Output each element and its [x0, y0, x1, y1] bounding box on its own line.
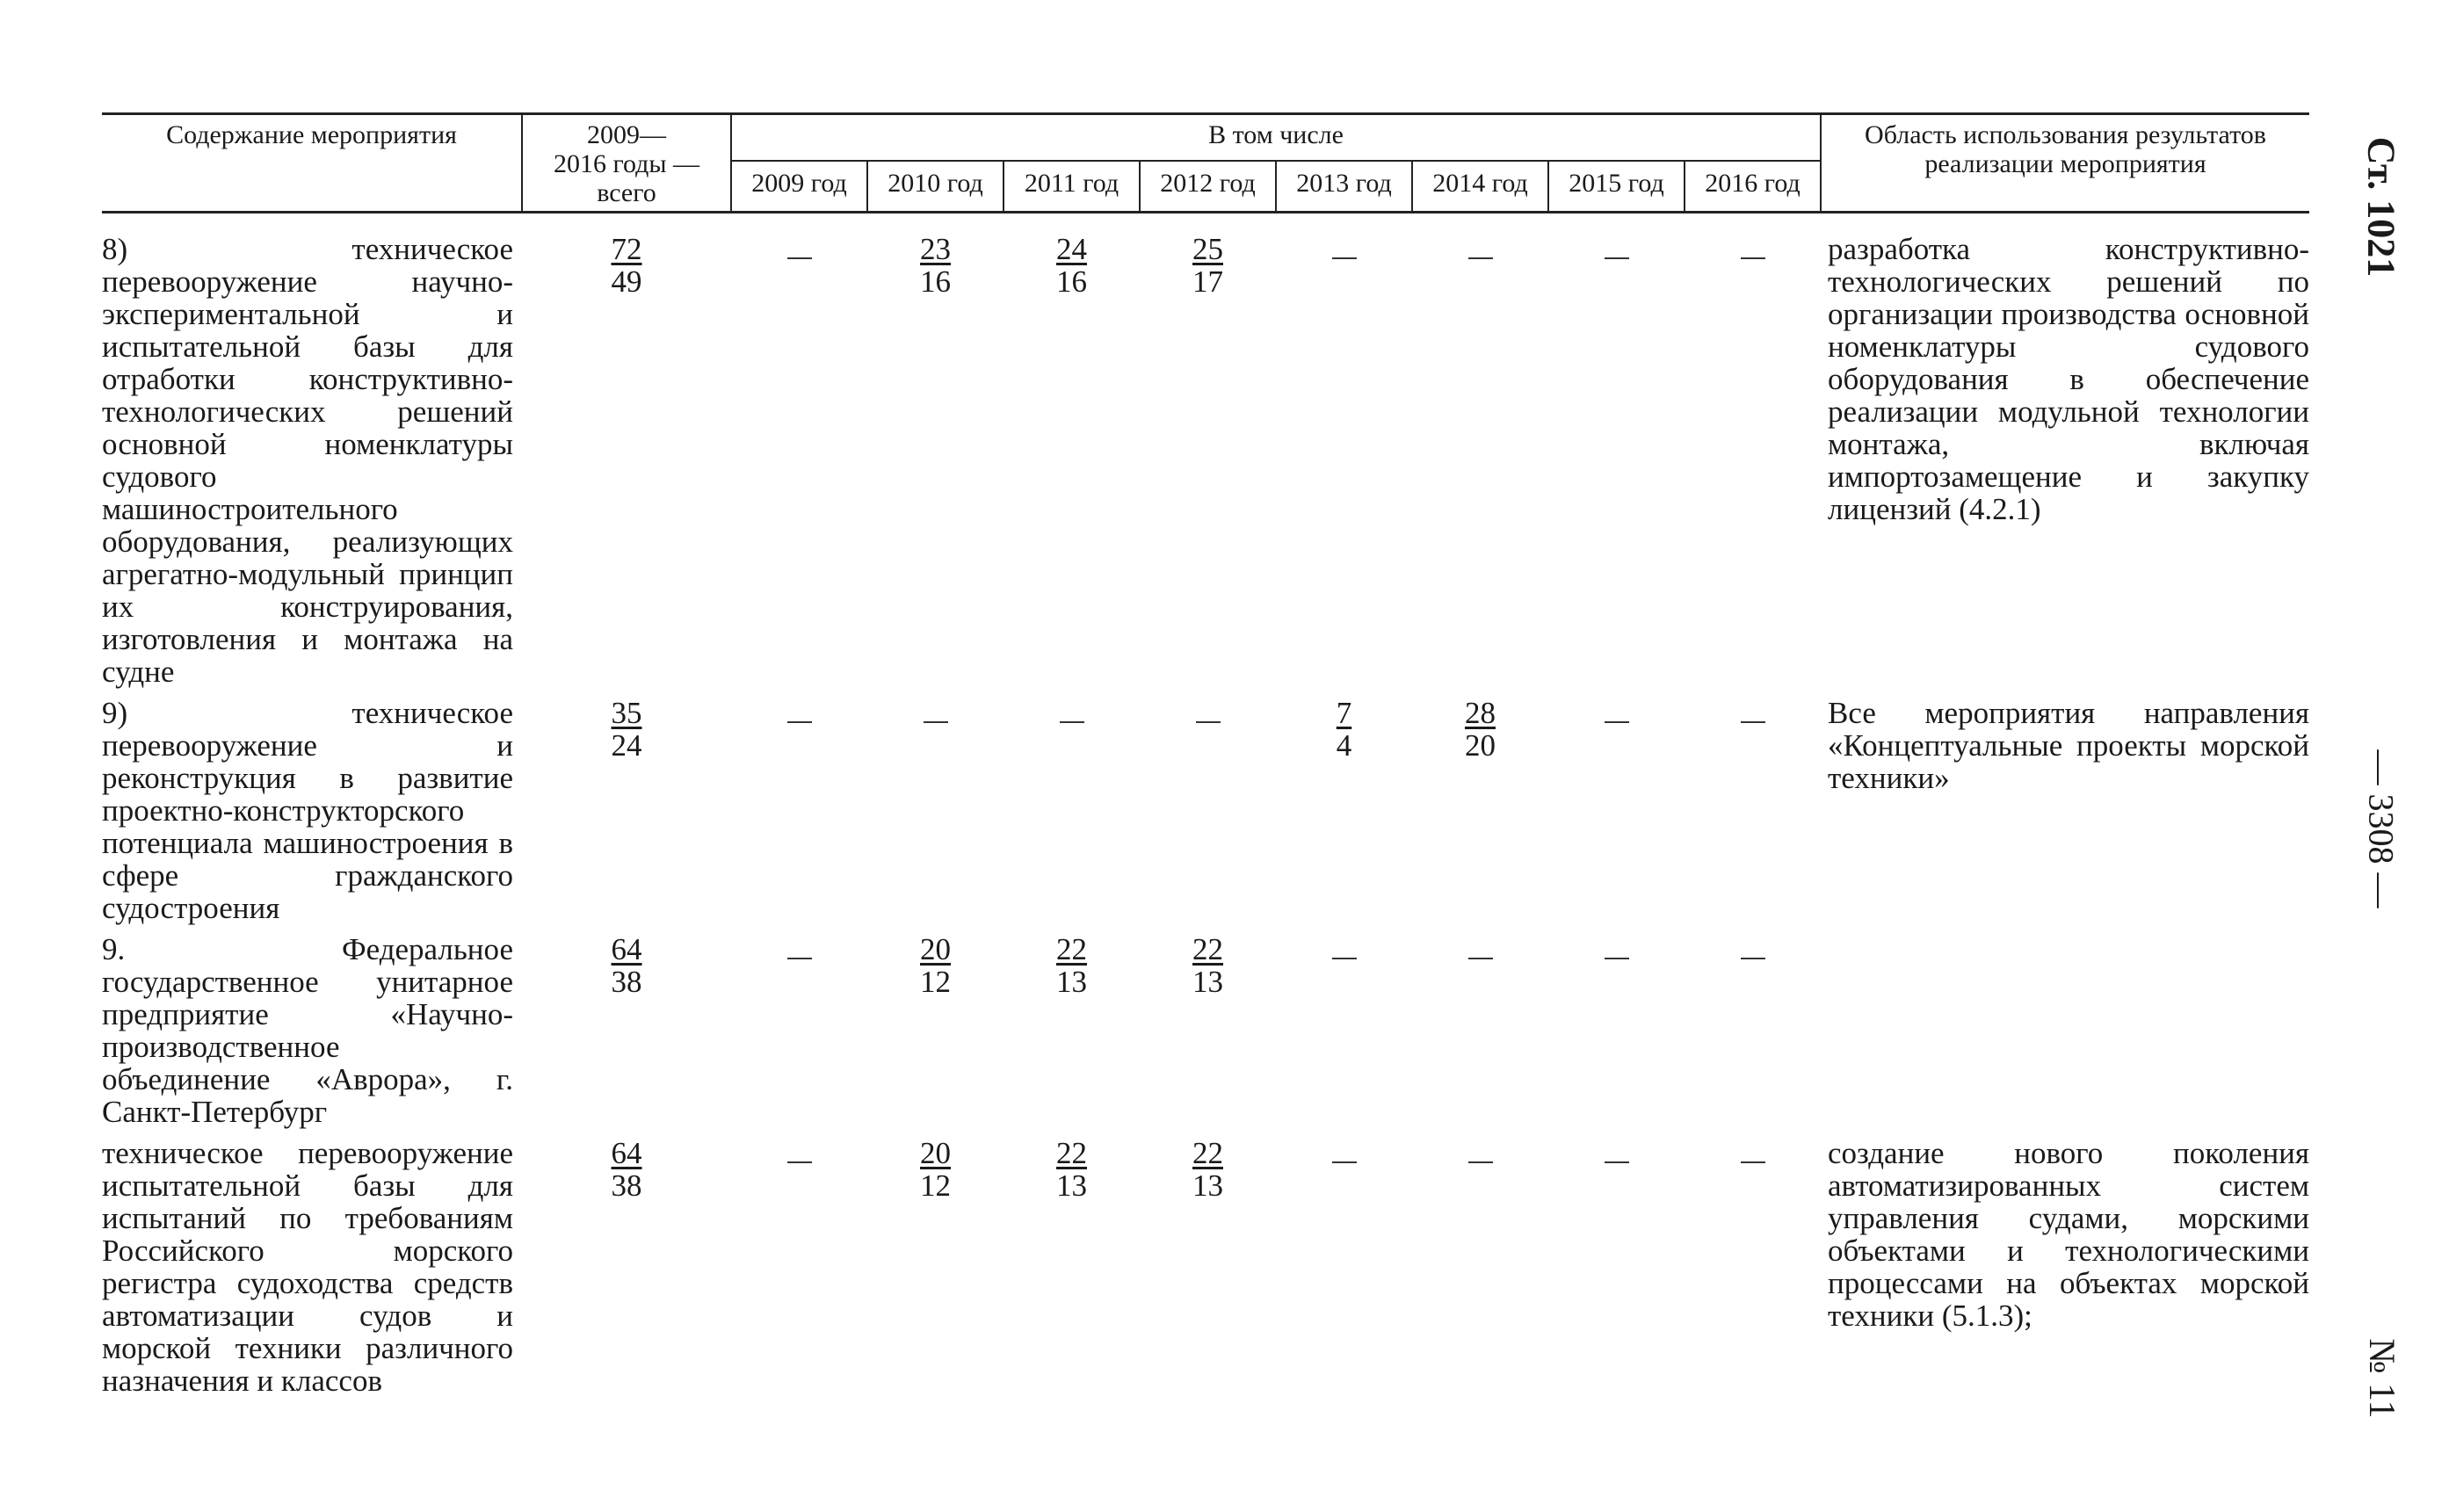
fraction-denominator: 20: [1465, 728, 1496, 763]
dash-mark: [787, 721, 812, 723]
fraction-numerator: 22: [1192, 932, 1223, 966]
dash-mark: [1332, 958, 1357, 959]
side-page-label: Ст. 1021: [2359, 136, 2403, 278]
row-year-value: [1276, 688, 1412, 924]
row-year-value: [867, 1128, 1004, 1397]
fraction-denominator: 24: [611, 728, 642, 763]
fraction-value: [920, 933, 951, 998]
fraction-numerator: 64: [611, 1136, 642, 1170]
fraction-value: [612, 1137, 642, 1202]
dash-mark: [1332, 1161, 1357, 1163]
dash-mark: [787, 257, 812, 259]
dash-mark: [787, 958, 812, 959]
row-content: 9) техническое перевооружение и реконструкция в развитие проектно-конструкторского потенциала машиностроения в сфере гражданского судостроения: [102, 696, 513, 925]
fraction-value: [920, 233, 951, 298]
fraction-denominator: 38: [611, 1168, 642, 1203]
row-year-empty: [1412, 1128, 1548, 1397]
row-year-empty: [1412, 924, 1548, 1128]
row-year-empty: [867, 688, 1004, 924]
row-year-empty: [1276, 213, 1412, 689]
row-year-value: [1140, 213, 1276, 689]
row-area: разработка конструктивно-технологических решений по организации производства основной номенклатуры судового оборудования в обеспечение реализации модульной технологии монтажа, включая импортозамещение и закупку лицензий (4.2.1): [1828, 232, 2310, 526]
row-year-empty: [731, 688, 867, 924]
dash-mark: [1741, 1161, 1765, 1163]
dash-mark: [1468, 1161, 1493, 1163]
row-year-empty: [731, 924, 867, 1128]
row-year-value: [1004, 1128, 1140, 1397]
fraction-numerator: 28: [1465, 696, 1496, 730]
row-content: 8) техническое перевооружение научно-экспериментальной и испытательной базы для отработки конструктивно-технологических решений основной номенклатуры судового машиностроительного оборудования, реализующих агрегатно-модульный принцип их конструирования, изготовления и монтажа на судне: [102, 232, 513, 689]
fraction-denominator: 38: [611, 965, 642, 999]
fraction-value: [612, 933, 642, 998]
header-year: 2012 год: [1140, 161, 1276, 212]
table-row: [102, 213, 2309, 689]
fraction-value: [1337, 697, 1352, 762]
row-content: техническое перевооружение испытательной базы для испытаний по требованиям Российского морского регистра судоходства средств автоматизации судов и морской техники различного назначения и классов: [102, 1136, 513, 1398]
fraction-numerator: 25: [1192, 232, 1223, 266]
dash-mark: [1741, 721, 1765, 723]
dash-mark: [924, 721, 948, 723]
fraction-value: [1192, 1137, 1223, 1202]
header-year: 2016 год: [1685, 161, 1821, 212]
fraction-numerator: 22: [1056, 1136, 1087, 1170]
dash-mark: [1196, 721, 1221, 723]
row-total: [522, 688, 731, 924]
row-total: [522, 213, 731, 689]
row-area: [1821, 924, 2309, 1128]
header-year: 2014 год: [1412, 161, 1548, 212]
row-year-empty: [1276, 1128, 1412, 1397]
fraction-value: [1056, 1137, 1087, 1202]
fraction-denominator: 49: [611, 264, 642, 299]
row-year-empty: [1548, 688, 1685, 924]
row-year-empty: [1685, 924, 1821, 1128]
row-year-value: [1140, 924, 1276, 1128]
row-year-empty: [1548, 213, 1685, 689]
fraction-denominator: 13: [1056, 965, 1087, 999]
dash-mark: [1605, 958, 1629, 959]
dash-mark: [1060, 721, 1084, 723]
fraction-numerator: 72: [611, 232, 642, 266]
header-content: Содержание мероприятия: [102, 114, 522, 213]
fraction-denominator: 12: [920, 965, 951, 999]
row-total: [522, 1128, 731, 1397]
side-issue-number: № 11: [2361, 1338, 2402, 1419]
fraction-denominator: 4: [1336, 728, 1352, 763]
fraction-value: [612, 697, 642, 762]
row-year-empty: [1276, 924, 1412, 1128]
fraction-numerator: 7: [1336, 696, 1352, 730]
row-year-empty: [731, 1128, 867, 1397]
dash-mark: [1468, 257, 1493, 259]
row-year-value: [867, 924, 1004, 1128]
fraction-denominator: 12: [920, 1168, 951, 1203]
fraction-numerator: 20: [920, 1136, 951, 1170]
row-total: [522, 924, 731, 1128]
row-year-value: [1140, 1128, 1276, 1397]
fraction-numerator: 23: [920, 232, 951, 266]
fraction-numerator: 22: [1192, 1136, 1223, 1170]
row-year-empty: [1412, 213, 1548, 689]
row-year-empty: [1685, 1128, 1821, 1397]
fraction-value: [1192, 933, 1223, 998]
dash-mark: [1741, 257, 1765, 259]
fraction-value: [920, 1137, 951, 1202]
fraction-value: [1056, 933, 1087, 998]
dash-mark: [787, 1161, 812, 1163]
fraction-denominator: 17: [1192, 264, 1223, 299]
fraction-value: [1192, 233, 1223, 298]
fraction-value: [1056, 233, 1087, 298]
dash-mark: [1605, 257, 1629, 259]
header-year: 2010 год: [867, 161, 1004, 212]
header-area: Область использования результатов реализации мероприятия: [1821, 114, 2309, 213]
row-year-empty: [731, 213, 867, 689]
row-content: 9. Федеральное государственное унитарное предприятие «Научно-производственное объединение «Аврора», г. Санкт-Петербург: [102, 932, 513, 1129]
fraction-numerator: 35: [611, 696, 642, 730]
fraction-numerator: 20: [920, 932, 951, 966]
header-year: 2013 год: [1276, 161, 1412, 212]
header-year: 2011 год: [1004, 161, 1140, 212]
row-year-empty: [1548, 924, 1685, 1128]
dash-mark: [1332, 257, 1357, 259]
side-page-number: — 3308 —: [2361, 749, 2402, 908]
row-year-empty: [1140, 688, 1276, 924]
table-row: [102, 924, 2309, 1128]
header-row-1: [102, 114, 2309, 162]
header-year: 2009 год: [731, 161, 867, 212]
fraction-denominator: 13: [1192, 965, 1223, 999]
header-year: 2015 год: [1548, 161, 1685, 212]
row-year-value: [1004, 924, 1140, 1128]
row-year-value: [1004, 213, 1140, 689]
fraction-denominator: 16: [920, 264, 951, 299]
row-year-empty: [1548, 1128, 1685, 1397]
fraction-numerator: 22: [1056, 932, 1087, 966]
measures-table: [102, 112, 2309, 1397]
fraction-value: [1465, 697, 1496, 762]
table-body: [102, 213, 2309, 1398]
row-year-value: [867, 213, 1004, 689]
table-row: [102, 1128, 2309, 1397]
row-area: создание нового поколения автоматизированных систем управления судами, морскими объектами и технологическими процессами на объектах морской техники (5.1.3);: [1828, 1136, 2310, 1333]
fraction-denominator: 13: [1192, 1168, 1223, 1203]
fraction-numerator: 64: [611, 932, 642, 966]
dash-mark: [1605, 1161, 1629, 1163]
row-year-value: [1412, 688, 1548, 924]
fraction-denominator: 16: [1056, 264, 1087, 299]
header-total: 2009— 2016 годы — всего: [522, 114, 731, 213]
fraction-numerator: 24: [1056, 232, 1087, 266]
dash-mark: [1741, 958, 1765, 959]
table-row: [102, 688, 2309, 924]
row-year-empty: [1685, 213, 1821, 689]
dash-mark: [1468, 958, 1493, 959]
row-year-empty: [1685, 688, 1821, 924]
row-area: Все мероприятия направления «Концептуальные проекты морской техники»: [1828, 696, 2310, 795]
dash-mark: [1605, 721, 1629, 723]
fraction-denominator: 13: [1056, 1168, 1087, 1203]
row-year-empty: [1004, 688, 1140, 924]
header-including: В том числе: [731, 114, 1821, 162]
fraction-value: [612, 233, 642, 298]
